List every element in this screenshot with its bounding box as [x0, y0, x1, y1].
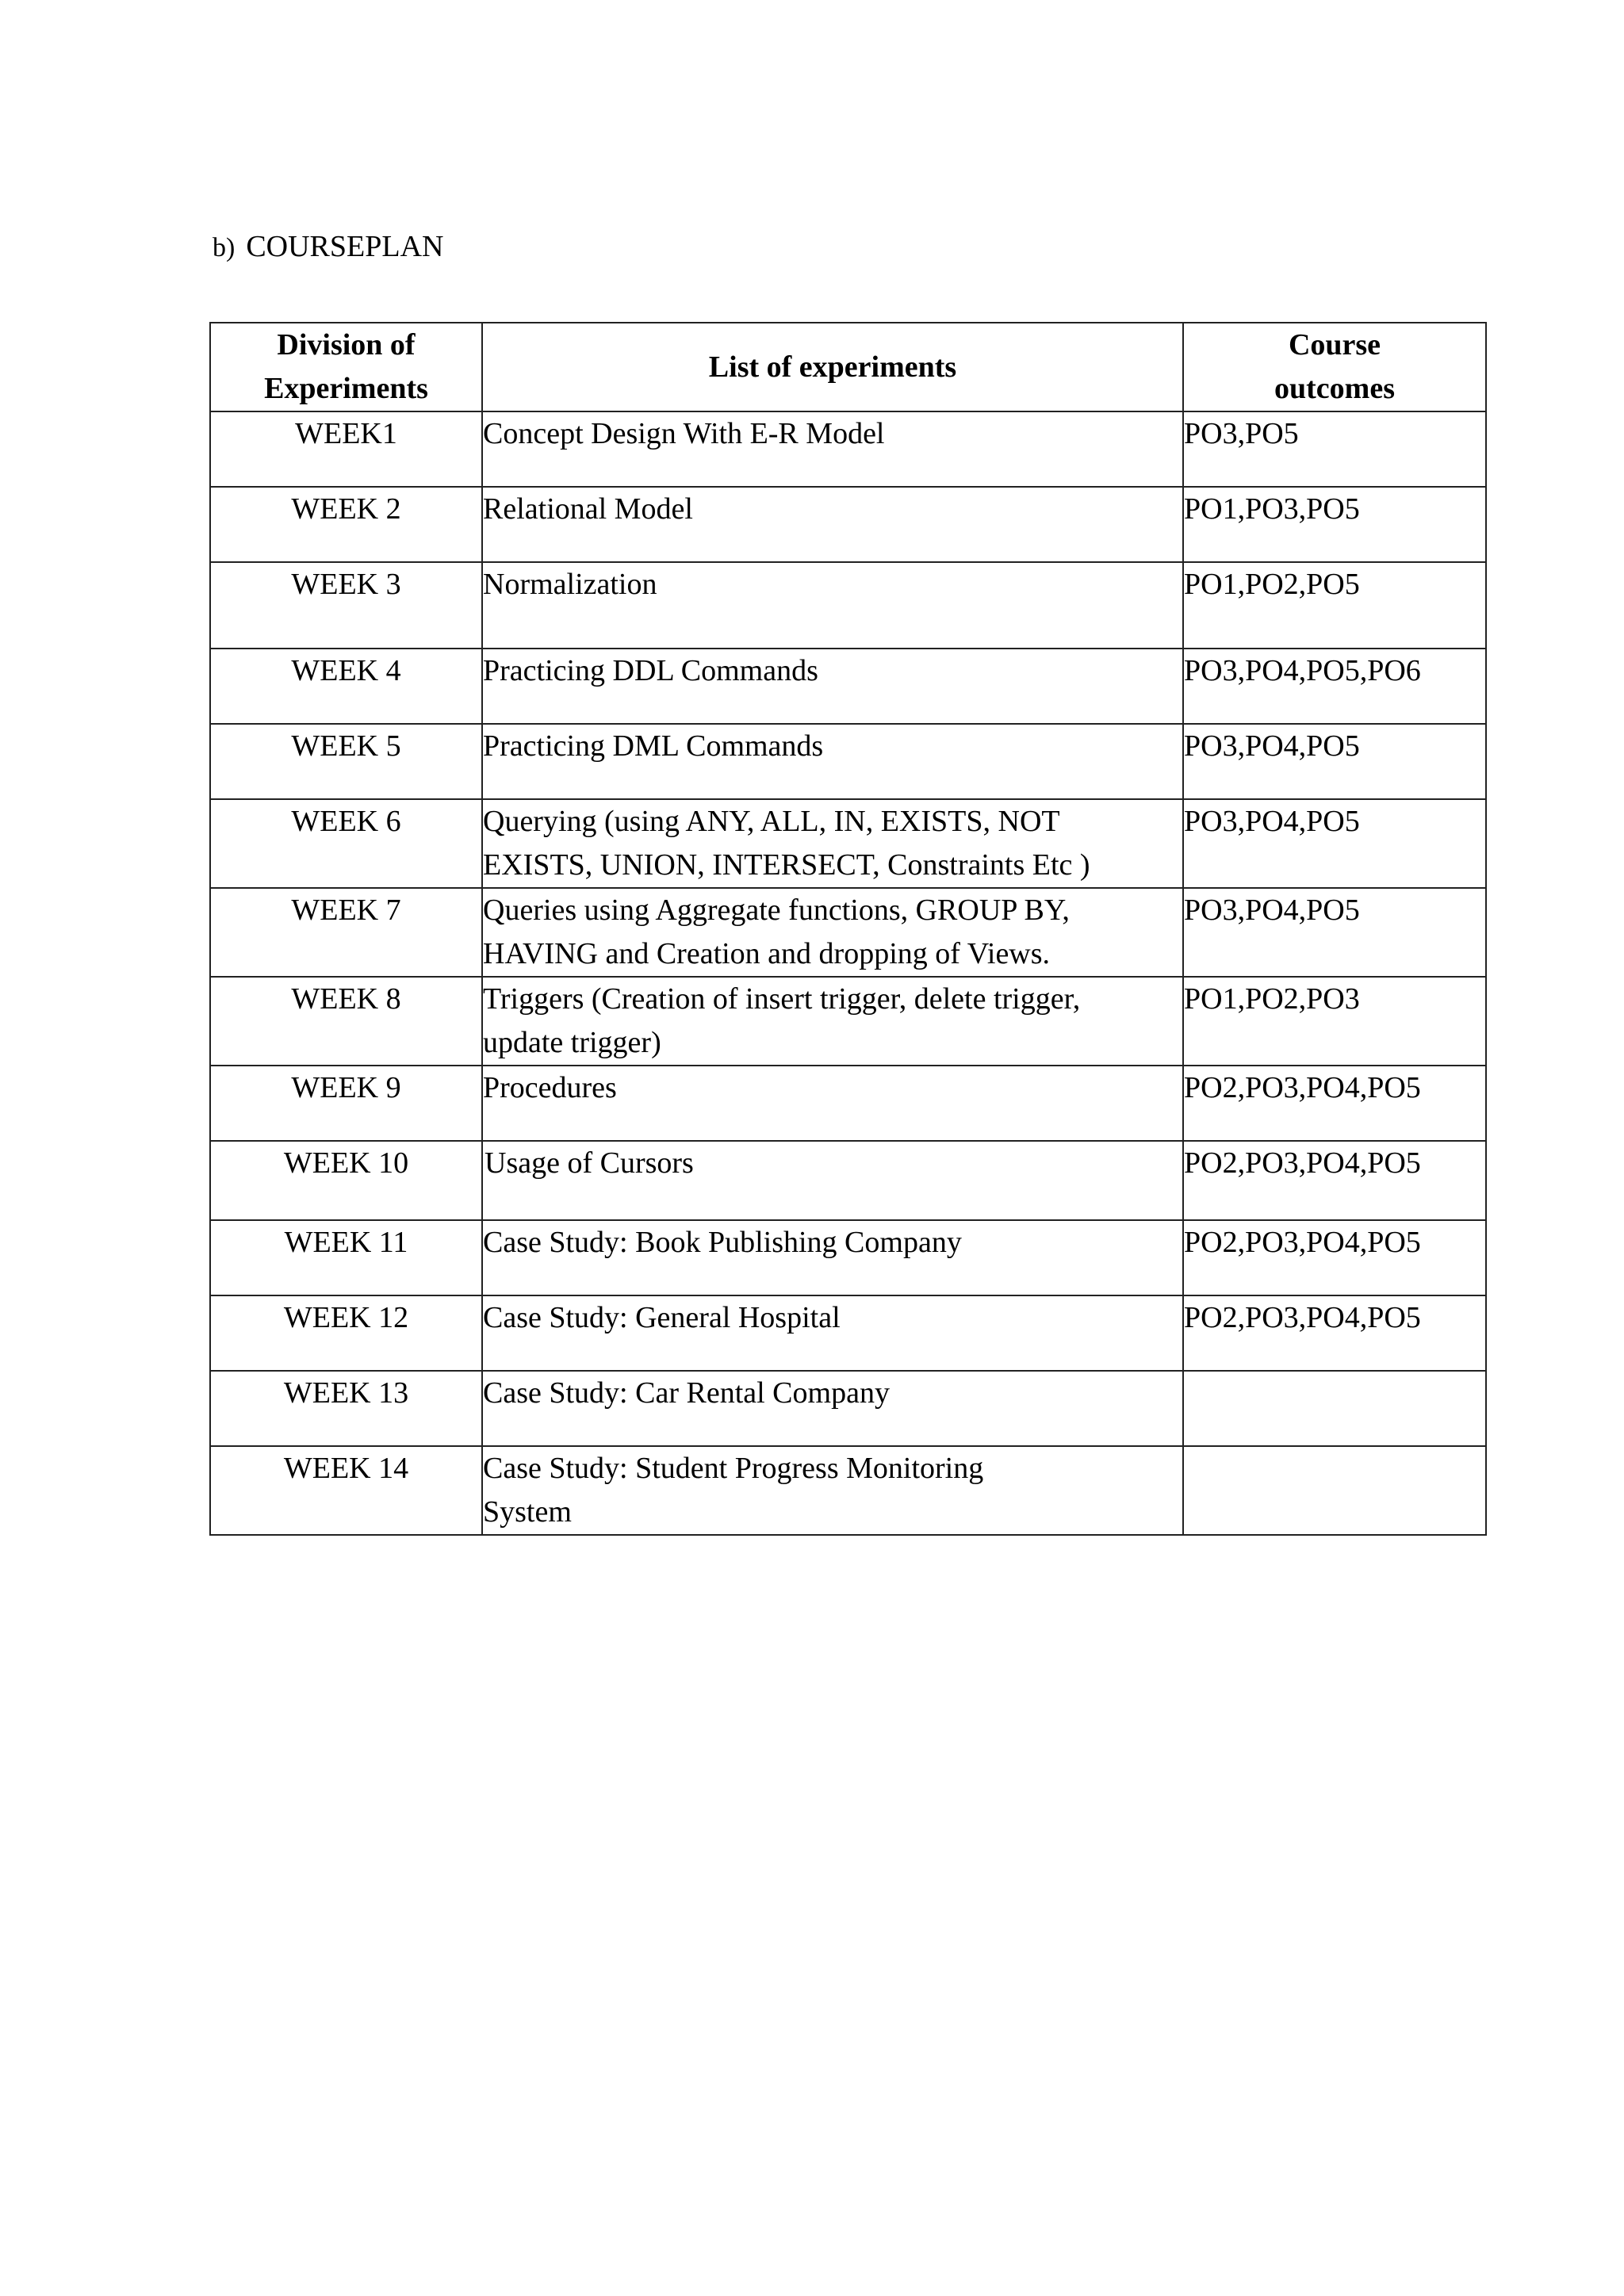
outcomes-cell: PO1,PO2,PO5: [1183, 562, 1486, 649]
week-cell: WEEK 3: [210, 562, 482, 649]
week-cell: WEEK 4: [210, 649, 482, 724]
experiment-cell: [482, 649, 1183, 724]
table-row: [210, 1066, 1486, 1141]
section-title: COURSEPLAN: [246, 230, 444, 263]
outcomes-cell: PO2,PO3,PO4,PO5: [1183, 1141, 1486, 1220]
experiment-line: HAVING and Creation and dropping of Views.: [483, 937, 1051, 970]
header-division-line-2: Experiments: [264, 372, 428, 405]
outcomes-cell: PO3,PO4,PO5: [1183, 888, 1486, 977]
outcomes-cell: PO3,PO4,PO5,PO6: [1183, 649, 1486, 724]
outcomes-cell: [1183, 1371, 1486, 1446]
experiment-cell: [482, 487, 1183, 562]
table-row: [210, 1371, 1486, 1446]
header-division: [210, 323, 482, 411]
table-row: [210, 649, 1486, 724]
week-cell: WEEK 14: [210, 1446, 482, 1535]
experiment-line: System: [483, 1495, 572, 1529]
outcomes-cell: PO2,PO3,PO4,PO5: [1183, 1220, 1486, 1295]
experiment-line: Queries using Aggregate functions, GROUP BY,: [483, 894, 1070, 927]
table-row: [210, 724, 1486, 799]
experiment-cell: [482, 799, 1183, 888]
experiment-cell: [482, 562, 1183, 649]
experiment-cell: [482, 1066, 1183, 1141]
table-row: [210, 977, 1486, 1066]
header-experiments: List of experiments: [482, 323, 1183, 411]
outcomes-cell: PO3,PO5: [1183, 411, 1486, 487]
experiment-cell: [482, 1141, 1183, 1220]
experiment-cell: [482, 888, 1183, 977]
outcomes-cell: [1183, 1446, 1486, 1535]
header-outcomes-line-2: outcomes: [1274, 372, 1395, 405]
week-cell: WEEK 13: [210, 1371, 482, 1446]
experiment-cell: [482, 411, 1183, 487]
outcomes-cell: PO2,PO3,PO4,PO5: [1183, 1066, 1486, 1141]
experiment-cell: [482, 1371, 1183, 1446]
week-cell: WEEK 10: [210, 1141, 482, 1220]
week-cell: WEEK1: [210, 411, 482, 487]
experiment-cell: [482, 724, 1183, 799]
experiment-line: Usage of Cursors: [485, 1146, 694, 1180]
experiment-line: Case Study: Book Publishing Company: [483, 1226, 962, 1259]
experiment-cell: [482, 1446, 1183, 1535]
experiment-line: Triggers (Creation of insert trigger, delete trigger,: [483, 982, 1081, 1016]
header-outcomes: [1183, 323, 1486, 411]
table-row: [210, 799, 1486, 888]
table-row: [210, 487, 1486, 562]
section-heading: [213, 232, 443, 262]
week-cell: WEEK 11: [210, 1220, 482, 1295]
week-cell: WEEK 12: [210, 1295, 482, 1371]
experiment-line: Practicing DML Commands: [483, 729, 824, 763]
week-cell: WEEK 8: [210, 977, 482, 1066]
experiment-line: update trigger): [483, 1026, 661, 1059]
table-row: [210, 411, 1486, 487]
table-row: [210, 1446, 1486, 1535]
experiment-line: Case Study: General Hospital: [483, 1301, 841, 1334]
experiment-line: Relational Model: [483, 492, 693, 526]
experiment-cell: [482, 1295, 1183, 1371]
header-division-line-1: Division of: [277, 328, 416, 362]
table-row: [210, 1220, 1486, 1295]
experiment-line: EXISTS, UNION, INTERSECT, Constraints Etc ): [483, 848, 1090, 882]
experiment-line: Normalization: [483, 568, 657, 601]
experiment-line: Querying (using ANY, ALL, IN, EXISTS, NOT: [483, 805, 1060, 838]
course-plan-table: [209, 322, 1487, 1536]
outcomes-cell: PO3,PO4,PO5: [1183, 799, 1486, 888]
header-outcomes-line-1: Course: [1288, 328, 1381, 362]
week-cell: WEEK 6: [210, 799, 482, 888]
outcomes-cell: PO3,PO4,PO5: [1183, 724, 1486, 799]
experiment-line: Procedures: [483, 1071, 617, 1104]
week-cell: WEEK 2: [210, 487, 482, 562]
experiment-cell: [482, 1220, 1183, 1295]
table-row: [210, 1295, 1486, 1371]
outcomes-cell: PO1,PO3,PO5: [1183, 487, 1486, 562]
table-row: [210, 888, 1486, 977]
week-cell: WEEK 5: [210, 724, 482, 799]
table-row: [210, 1141, 1486, 1220]
outcomes-cell: PO1,PO2,PO3: [1183, 977, 1486, 1066]
section-marker: b): [213, 233, 236, 262]
table-row: [210, 562, 1486, 649]
experiment-line: Practicing DDL Commands: [483, 654, 818, 687]
week-cell: WEEK 7: [210, 888, 482, 977]
week-cell: WEEK 9: [210, 1066, 482, 1141]
experiment-line: Concept Design With E-R Model: [483, 417, 885, 450]
experiment-cell: [482, 977, 1183, 1066]
experiment-line: Case Study: Student Progress Monitoring: [483, 1452, 984, 1485]
experiment-line: Case Study: Car Rental Company: [483, 1376, 890, 1410]
table-header-row: [210, 323, 1486, 411]
outcomes-cell: PO2,PO3,PO4,PO5: [1183, 1295, 1486, 1371]
